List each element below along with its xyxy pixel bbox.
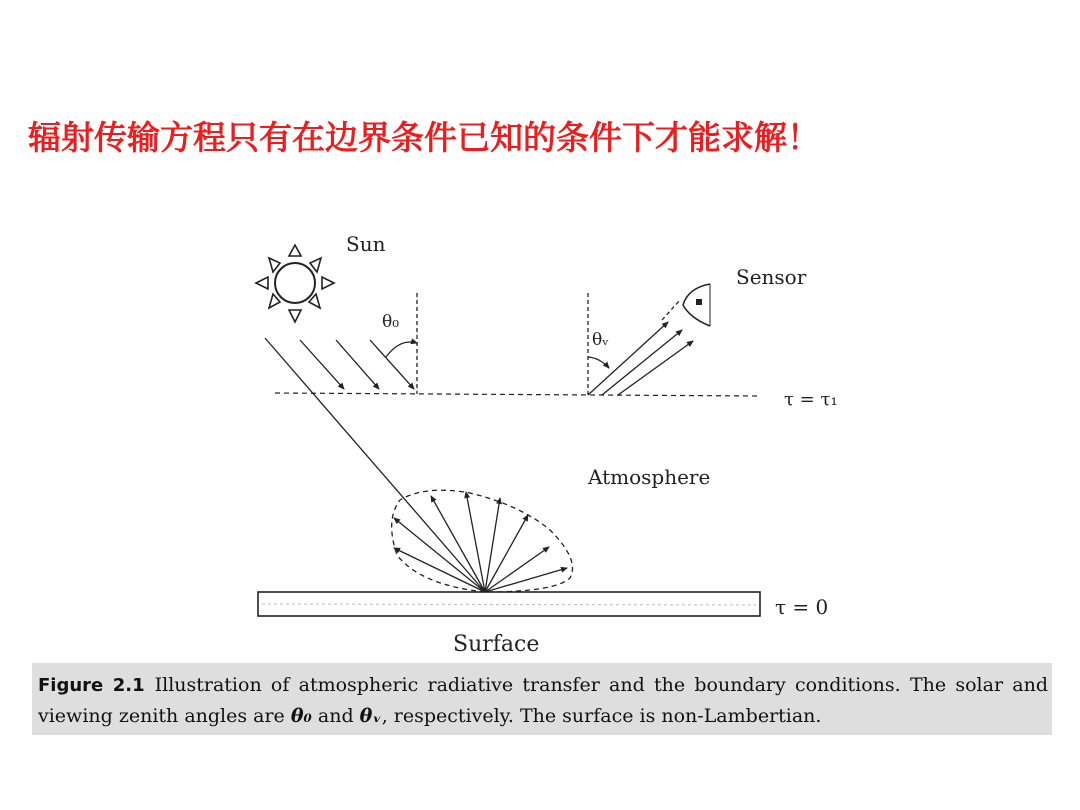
reflected-rays: [394, 492, 567, 592]
view-angle-label: θᵥ: [592, 330, 609, 350]
surface-label: Surface: [453, 632, 540, 657]
sensor-icon: [662, 284, 710, 326]
solar-angle-label: θ₀: [382, 312, 400, 332]
sun-icon: [256, 245, 334, 322]
figure-caption: Figure 2.1 Illustration of atmospheric radiative transfer and the boundary conditions. The solar and viewing zenith angles are θ₀ and θᵥ, respectively. The surface is non-Lambertian.: [38, 674, 1048, 727]
atmosphere-label: Atmosphere: [588, 465, 711, 489]
view-angle-arc: [588, 357, 609, 368]
sensor-label: Sensor: [736, 265, 807, 289]
figure-number: Figure 2.1: [38, 675, 145, 696]
slide-title: 辐射传输方程只有在边界条件已知的条件下才能求解！: [28, 118, 820, 157]
sun-label: Sun: [346, 232, 386, 256]
incident-rays: [265, 338, 485, 592]
bottom-boundary-label: τ = 0: [775, 595, 829, 619]
top-boundary-line: [275, 393, 760, 396]
solar-angle-arc: [386, 342, 417, 357]
top-boundary-label: τ = τ₁: [784, 389, 838, 410]
